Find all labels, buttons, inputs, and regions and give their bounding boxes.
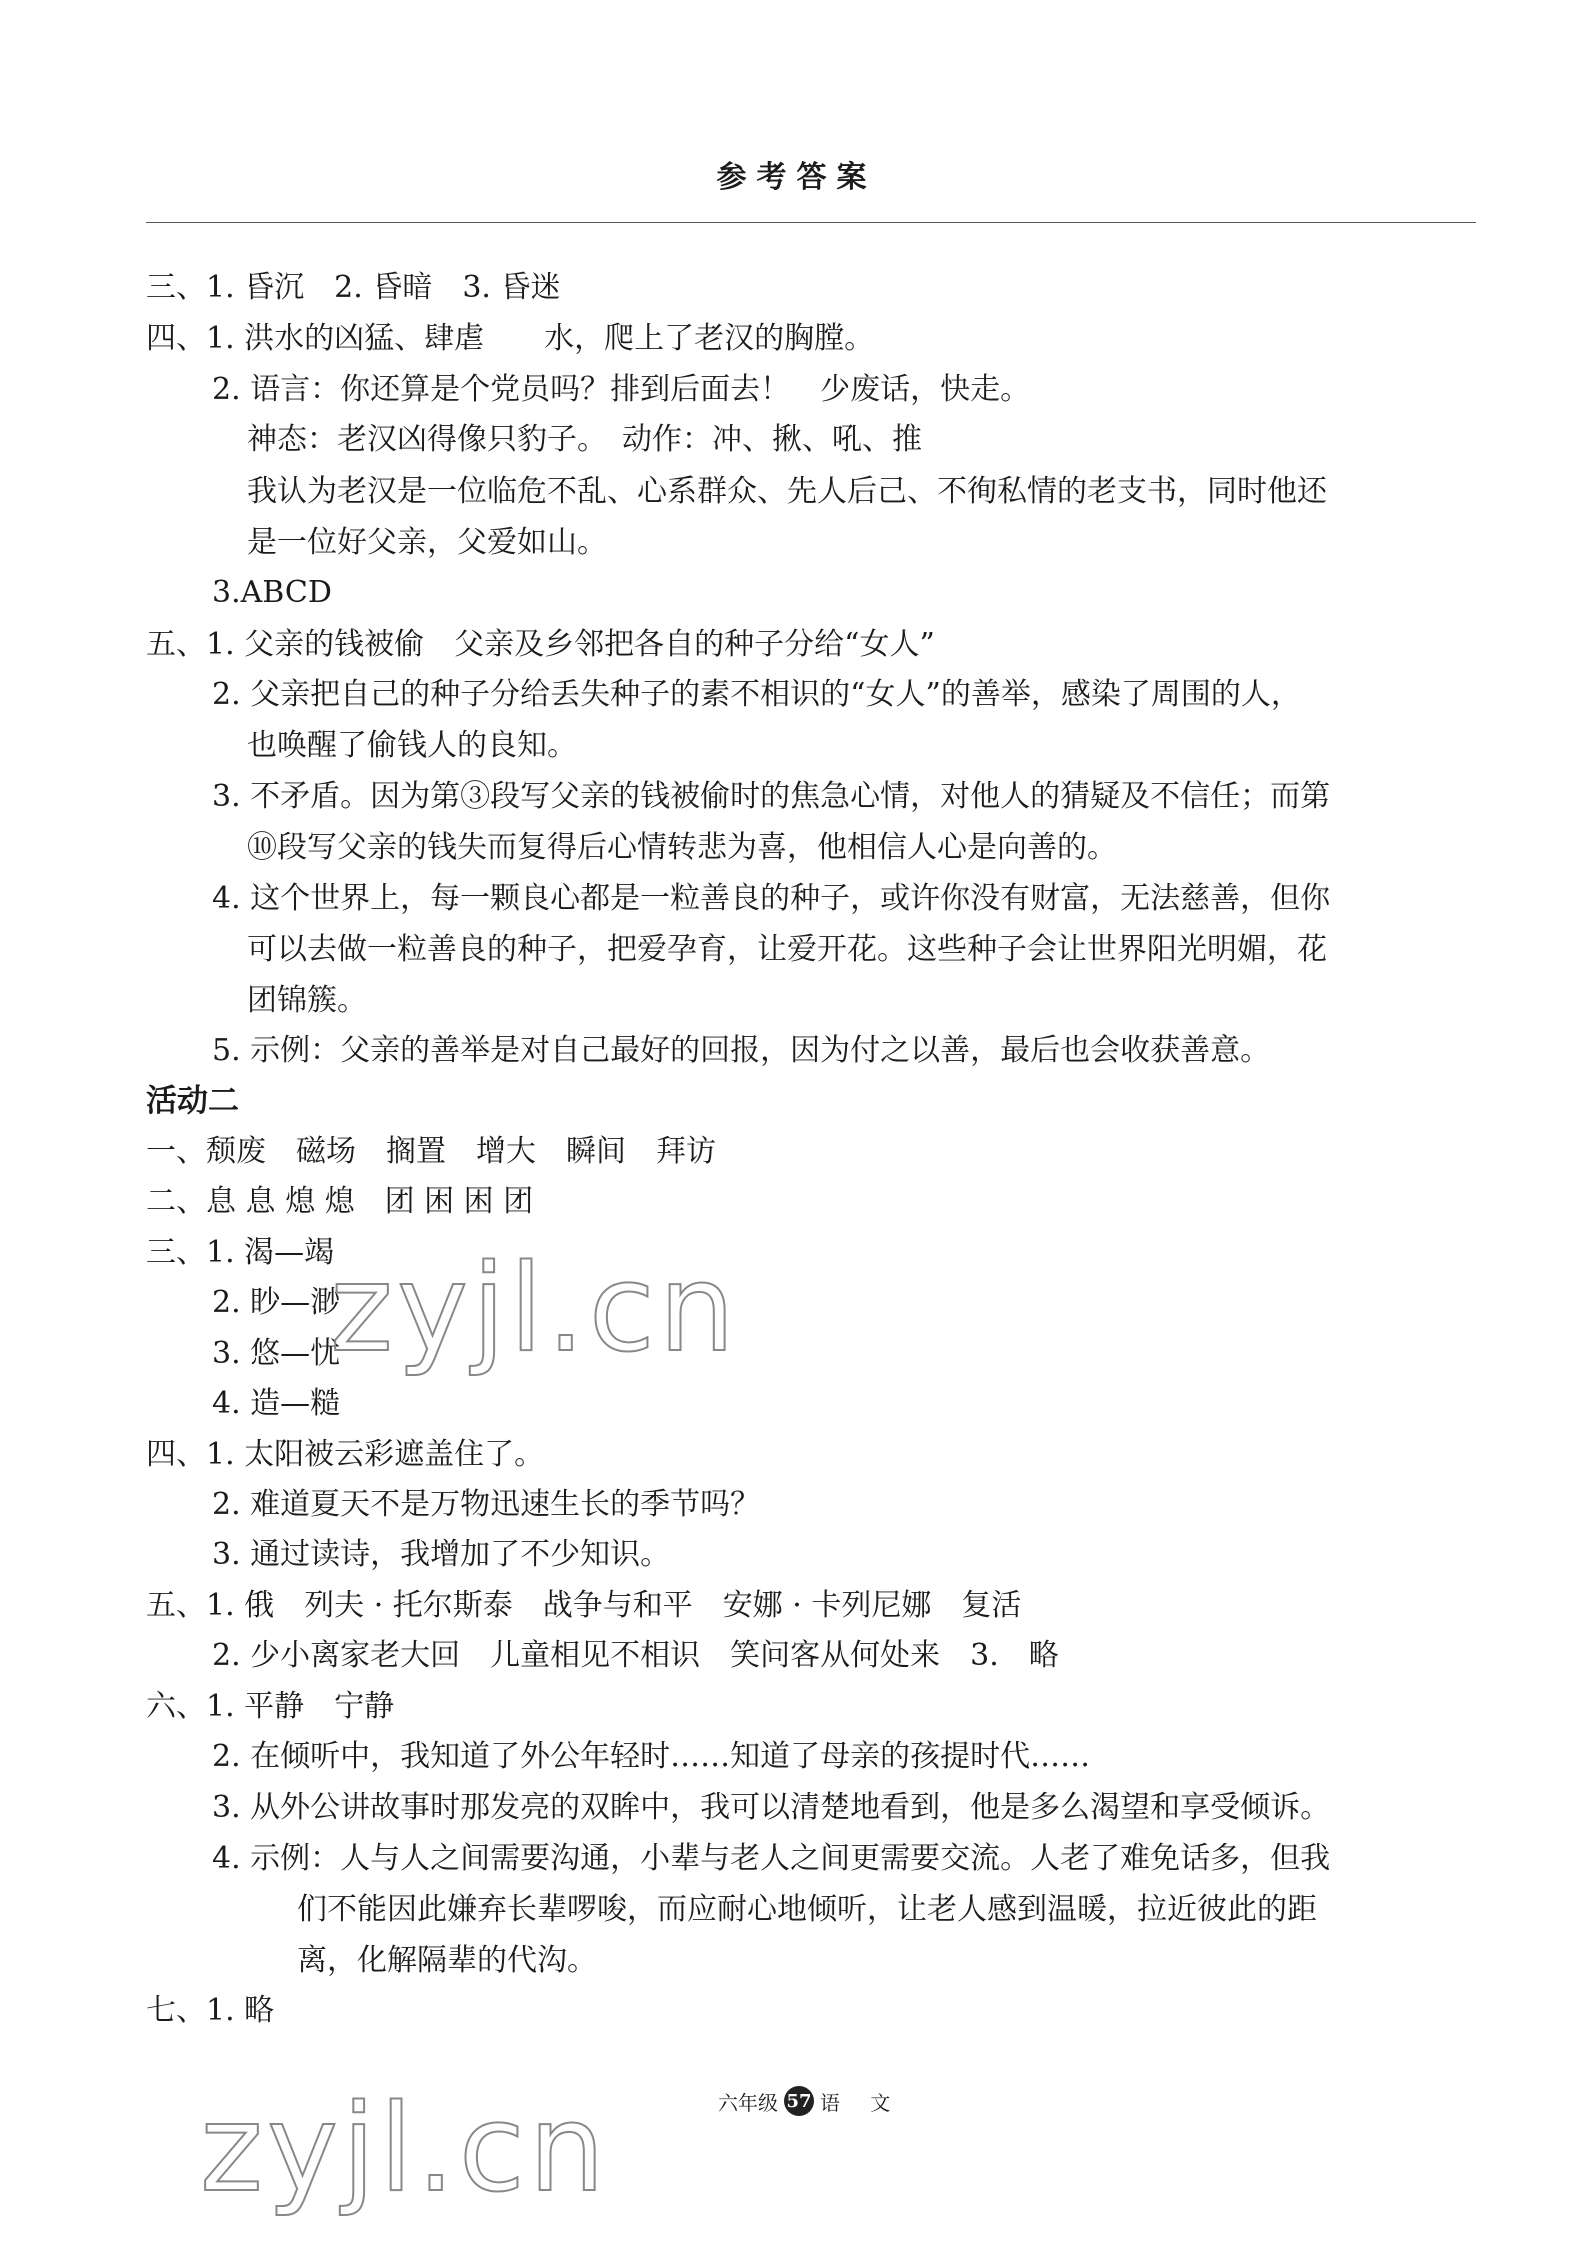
answer-line: 2. 难道夏天不是万物迅速生长的季节吗？	[212, 1487, 761, 1522]
answer-line: 2. 在倾听中，我知道了外公年轻时……知道了母亲的孩提时代……	[212, 1739, 1091, 1774]
answer-line: 3. 通过读诗，我增加了不少知识。	[212, 1537, 671, 1572]
answer-line: 一、颓废 磁场 搁置 增大 瞬间 拜访	[146, 1134, 716, 1169]
answer-line: 二、息 息 熄 熄 团 困 困 团	[146, 1184, 534, 1219]
header-divider	[146, 222, 1476, 223]
answer-line: 们不能因此嫌弃长辈啰唆，而应耐心地倾听，让老人感到温暖，拉近彼此的距	[297, 1892, 1317, 1927]
answer-line: 3. 从外公讲故事时那发亮的双眸中，我可以清楚地看到，他是多么渴望和享受倾诉。	[212, 1790, 1331, 1825]
answer-line: 3.ABCD	[212, 575, 332, 610]
answer-line: 我认为老汉是一位临危不乱、心系群众、先人后己、不徇私情的老支书，同时他还	[247, 474, 1327, 509]
answer-line: 4. 这个世界上，每一颗良心都是一粒善良的种子，或许你没有财富，无法慈善，但你	[212, 881, 1331, 916]
answer-line: 团锦簇。	[247, 983, 367, 1018]
answer-line: ⑩段写父亲的钱失而复得后心情转悲为喜，他相信人心是向善的。	[247, 830, 1117, 865]
answer-line: 也唤醒了偷钱人的良知。	[247, 728, 577, 763]
answer-line: 3. 悠—忧	[212, 1336, 341, 1371]
answer-line: 是一位好父亲，父爱如山。	[247, 525, 607, 560]
answer-line: 2. 语言：你还算是个党员吗？排到后面去！ 少废话，快走。	[212, 372, 1031, 407]
section-heading: 活动二	[146, 1083, 239, 1119]
answer-line: 4. 造—糙	[212, 1386, 341, 1421]
footer-grade: 六年级	[718, 2090, 778, 2115]
answer-line: 3. 不矛盾。因为第③段写父亲的钱被偷时的焦急心情，对他人的猜疑及不信任；而第	[212, 779, 1331, 814]
answer-line: 五、1. 父亲的钱被偷 父亲及乡邻把各自的种子分给“女人”	[146, 627, 935, 662]
answer-line: 离，化解隔辈的代沟。	[297, 1943, 597, 1978]
answer-line: 三、1. 昏沉 2. 昏暗 3. 昏迷	[146, 270, 561, 305]
answer-line: 神态：老汉凶得像只豹子。 动作：冲、揪、吼、推	[247, 422, 922, 457]
answer-line: 七、1. 略	[146, 1993, 275, 2028]
page-title: 参考答案	[716, 160, 877, 195]
answer-line: 四、1. 洪水的凶猛、肆虐 水，爬上了老汉的胸膛。	[146, 321, 875, 356]
answer-line: 2. 少小离家老大回 儿童相见不相识 笑问客从何处来 3. 略	[212, 1638, 1059, 1673]
answer-line: 可以去做一粒善良的种子，把爱孕育，让爱开花。这些种子会让世界阳光明媚，花	[247, 932, 1327, 967]
watermark: zyjl.cn	[330, 1240, 739, 1379]
watermark: zyjl.cn	[200, 2080, 609, 2219]
answer-line: 5. 示例：父亲的善举是对自己最好的回报，因为付之以善，最后也会收获善意。	[212, 1033, 1271, 1068]
answer-line: 五、1. 俄 列夫 · 托尔斯泰 战争与和平 安娜 · 卡列尼娜 复活	[146, 1588, 1022, 1623]
page-number: 57	[784, 2086, 814, 2116]
page-footer	[718, 2081, 902, 2121]
answer-line: 六、1. 平静 宁静	[146, 1689, 395, 1724]
answer-line: 三、1. 渴—竭	[146, 1235, 335, 1270]
answer-line: 四、1. 太阳被云彩遮盖住了。	[146, 1437, 545, 1472]
answer-line: 2. 眇—渺	[212, 1285, 341, 1320]
footer-subject: 语 文	[820, 2090, 903, 2115]
answer-line: 4. 示例：人与人之间需要沟通，小辈与老人之间更需要交流。人老了难免话多，但我	[212, 1841, 1331, 1876]
answer-line: 2. 父亲把自己的种子分给丢失种子的素不相识的“女人”的善举，感染了周围的人，	[212, 677, 1301, 712]
